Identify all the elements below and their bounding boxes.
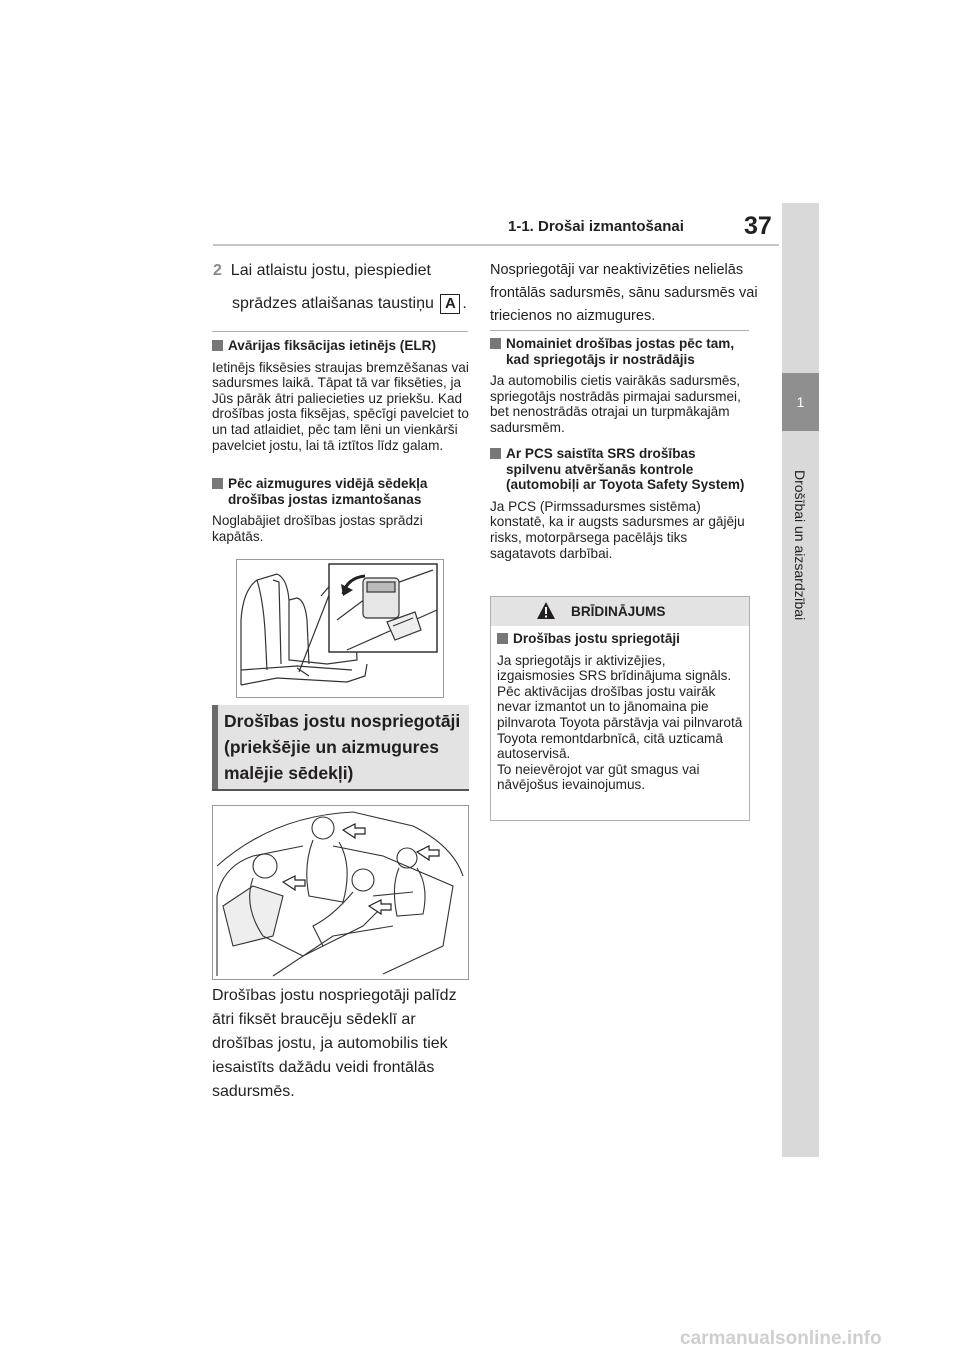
pretensioner-body: Drošības jostu nospriegotāji palīdz ātri fiksēt braucēju sēdeklī ar drošības jostu, ja automobilis tiek iesaistīts dažādu veidi frontālās sadursmēs. [212, 987, 457, 1100]
chapter-side-tab [782, 203, 819, 1157]
pcs-section [490, 446, 752, 561]
square-bullet-icon [490, 448, 501, 459]
step-end: . [462, 295, 467, 312]
car-interior-drawing [213, 806, 468, 979]
callout-a-label: A [440, 294, 460, 314]
divider [212, 331, 468, 332]
step-2 [213, 259, 473, 316]
chapter-title: Drošībai un aizsardzībai [792, 470, 808, 621]
elr-title: Avārijas fiksācijas ietinējs (ELR) [228, 338, 437, 353]
rear-seat-drawing [237, 560, 443, 697]
heading-line3: malējie sēdekļi) [224, 763, 354, 783]
divider [490, 330, 749, 331]
occupants-illustration [212, 805, 469, 980]
banner-rule [212, 789, 469, 791]
warning-label: BRĪDINĀJUMS [571, 604, 666, 619]
chapter-number: 1 [782, 373, 819, 431]
rear-center-section [212, 476, 470, 544]
rear-center-body: Noglabājiet drošības jostas sprādzi kapātās. [212, 513, 423, 544]
step-text-line2: sprādzes atlaišanas taustiņu [232, 295, 434, 312]
section-heading [224, 708, 468, 786]
elr-body: Ietinējs fiksēsies straujas bremzēšanas vai sadursmes laikā. Tāpat tā var fiksēties, ja Jūs pārāk ātri paliecieties uz priekšu. Kad drošības josta fiksējas, spēcīgi pavelciet to un tad atlaidiet, pēc tam lēni un vienkārši pavelciet jostu, lai tā iztītos līdz galam. [212, 359, 469, 453]
pcs-title: Ar PCS saistīta SRS drošības spilvenu atvēršanās kontrole (automobiļi ar Toyota Safety System) [506, 446, 745, 493]
replace-body: Ja automobilis cietis vairākās sadursmēs, spriegotājs nostrādās pirmajai sadursmei, bet nenostrādās otrajai un turpmākajām sadursmēm. [490, 373, 741, 435]
pcs-body: Ja PCS (Pirmssadursmes sistēma) konstatē, ka ir augsts sadursmes ar gājēju risks, motorpārsega pacēlājs tiks sagatavots darbībai. [490, 498, 745, 561]
step-text-line1: Lai atlaistu jostu, piespiediet [230, 262, 431, 279]
square-bullet-icon [212, 340, 223, 351]
header-rule [213, 244, 779, 246]
warning-body2: To neievērojot var gūt smagus vai nāvējošus ievainojumus. [497, 761, 700, 793]
warning-header [491, 597, 749, 626]
square-bullet-icon [212, 478, 223, 489]
rear-seat-buckle-illustration [236, 559, 444, 698]
section-banner-bar [212, 705, 218, 789]
replace-title: Nomainiet drošības jostas pēc tam, kad spriegotājs ir nostrādājis [506, 336, 735, 367]
square-bullet-icon [490, 338, 501, 349]
rear-center-title: Pēc aizmugures vidējā sēdekļa drošības jostas izmantošanas [228, 476, 428, 507]
heading-line2: (priekšējie un aizmugures [224, 737, 439, 757]
warning-triangle-icon [536, 601, 556, 620]
page-number: 37 [744, 212, 772, 240]
pretensioner-intro: Nospriegotāji var neaktivizēties nelielās frontālās sadursmēs, sānu sadursmēs vai triecienos no aizmugures. [490, 262, 758, 324]
section-title: 1-1. Drošai izmantošanai [508, 218, 684, 235]
heading-line1: Drošības jostu nospriegotāji [224, 711, 461, 731]
step-number: 2 [213, 262, 222, 279]
square-bullet-icon [497, 633, 508, 644]
warning-title: Drošības jostu spriegotāji [513, 631, 680, 646]
warning-body1: Ja spriegotājs ir aktivizējies, izgaismosies SRS brīdinājuma signāls. Pēc aktivācijas drošības jostu vairāk nevar izmantot un to jānomaina pie pilnvarota Toyota pārstāvja vai pilnvarotā Toyota remontdarbnīcā, citā uzticamā autoservisā. [497, 652, 743, 762]
watermark: carmanualsonline.info [680, 1328, 882, 1349]
replace-section [490, 336, 752, 436]
elr-section [212, 338, 470, 453]
warning-content [497, 631, 745, 793]
